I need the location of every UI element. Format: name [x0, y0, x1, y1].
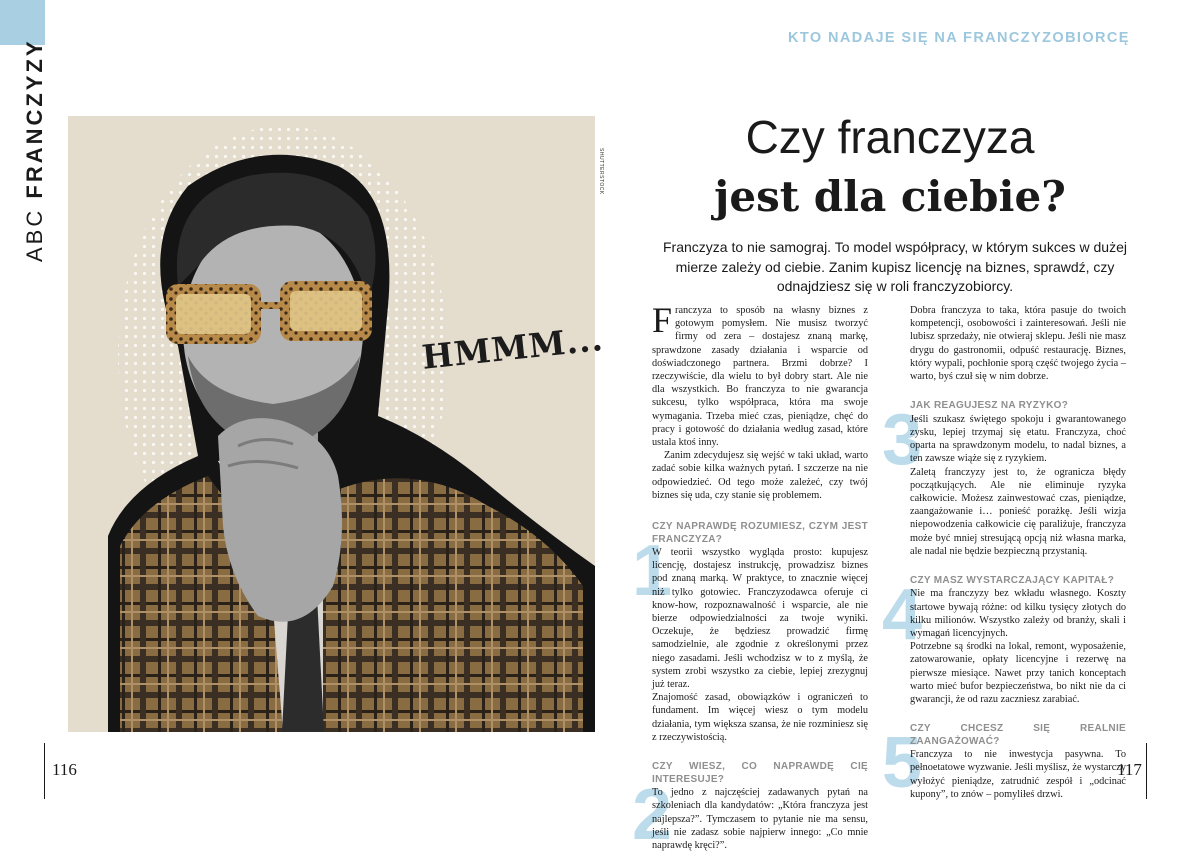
photo-credit: SHUTTERSTOCK: [598, 148, 604, 195]
section-number-1: 1: [632, 531, 673, 612]
section-4-paragraph-1: Nie ma franczyzy bez wkładu własnego. Koszty startowe bywają różne: od kilku tysięcy złotych do kilku milionów. Wszystko zależy od branży, skali i wymagań licencyjnych.: [910, 588, 1126, 640]
page-number-left: 116: [52, 760, 77, 779]
section-3-paragraph-1: Jeśli szukasz świętego spokoju i gwarantowanego zysku, lepiej trzymaj się etatu. Franczyza, choć oparta na sprawdzonym modelu, to nadal biznes, a ten zawsze wiąże się z ryzykiem.: [910, 413, 1126, 465]
page-number-right: 117: [1117, 760, 1142, 779]
section-1-paragraph-2: Znajomość zasad, obowiązków i ograniczeń to fundament. Im więcej wiesz o tym modelu działania, tym większa szansa, że nie rozminiesz się z rzeczywistością.: [652, 692, 868, 743]
section-label-thin: ABC: [22, 207, 47, 262]
drop-cap: F: [652, 300, 673, 340]
section-number-2: 2: [632, 775, 673, 855]
intro-paragraph-2: Zanim zdecydujesz się wejść w taki układ, warto zadać sobie kilka ważnych pytań. I szczerze na nie odpowiedzieć. Od tego może zależeć, czy twój biznes się uda, czy stanie się problemem.: [652, 450, 868, 501]
section-4: [882, 574, 1126, 706]
text-column-2: [882, 304, 1126, 804]
section-2: [632, 761, 868, 855]
section-heading-5: CZY CHCESZ SIĘ REALNIE ZAANGAŻOWAĆ?: [910, 723, 1126, 747]
article-title-line1: Czy franczyza: [745, 111, 1035, 163]
section-label-vertical: [22, 38, 48, 262]
section-heading-4: CZY MASZ WYSTARCZAJĄCY KAPITAŁ?: [910, 574, 1115, 586]
section-5-paragraph-1: Franczyza to nie inwestycja pasywna. To pełnoetatowe wyzwanie. Jeśli myślisz, że wystarczy wyłożyć pieniądze, zatrudnić zespół i „odcinać kupony”, to znów – pomyliłeś drzwi.: [910, 749, 1126, 800]
section-heading-2: CZY WIESZ, CO NAPRAWDĘ CIĘ INTERESUJE?: [652, 761, 868, 785]
hero-photo-collage: [68, 116, 595, 732]
intro-paragraph-1: [652, 300, 868, 449]
section-3-paragraph-2: Zaletą franczyzy jest to, że ogranicza błędy początkujących. Ale nie eliminuje ryzyka całkowicie. Możesz zainwestować czas, pieniądze, zaangażowanie i… ponieść porażkę. Jeśli wizja niepowodzenia całkowicie cię paraliżuje, franczyza może być mniej stresującą opcją niż własna marka, ale nadal nie będzie bezpieczną przystanią.: [910, 466, 1126, 557]
section-3: [882, 400, 1126, 558]
page-rule-left: [44, 743, 45, 799]
section-5: [882, 723, 1126, 804]
section-label-bold: FRANCZYZY: [22, 38, 47, 199]
article-lead: Franczyza to nie samograj. To model współpracy, w którym sukces w dużej mierze zależy od ciebie. Zanim kupisz licencję na biznes, sprawdź, czy odnajdziesz się w roli franczyzobiorcy.: [663, 239, 1127, 294]
section-2-paragraph-1: To jedno z najczęściej zadawanych pytań na szkoleniach dla kandydatów: „Która franczyza jest najlepsza?”. Tymczasem to pytanie nie ma sensu, jeśli nie zadasz sobie najpierw innego: „Co mnie naprawdę kręci?”.: [652, 787, 868, 851]
section-number-4: 4: [882, 574, 923, 655]
hmmm-exclamation: HMMM...: [420, 318, 606, 377]
section-4-paragraph-2: Potrzebne są środki na lokal, remont, wyposażenie, zatowarowanie, opłaty licencyjne i rezerwę na pierwsze miesiące. Nawet przy tanich konceptach warto mieć bufor bezpieczeństwa, bo nikt nie da ci gwarancji, że od razu zaczniesz zarabiać.: [910, 641, 1126, 706]
page-rule-right: [1146, 743, 1147, 799]
section-number-3: 3: [882, 400, 923, 481]
section-heading-3: JAK REAGUJESZ NA RYZYKO?: [910, 400, 1069, 412]
section-number-5: 5: [882, 723, 923, 804]
text-column-1: [632, 300, 868, 855]
section-heading-1: CZY NAPRAWDĘ ROZUMIESZ, CZYM JEST FRANCZYZA?: [652, 521, 868, 545]
intro-text-1: ranczyza to sposób na własny biznes z gotowym pomysłem. Nie musisz tworzyć firmy od zera – dostajesz znaną markę, sprawdzone zasady działania i wsparcie od doświadczonego partnera. Brzmi dobrze? I rzeczywiście, dla wielu to był dobry start. Ale nie dla wszystkich. Bo franczyza to nie gwarancja sukcesu, tylko współpraca, która ma swoje wymagania. Trzeba mieć czas, pieniądze, chęć do pracy i gotowość do działania według zasad, które ustala ktoś inny.: [652, 305, 868, 449]
collage-illustration: [68, 116, 595, 732]
col2-intro-paragraph: Dobra franczyza to taka, która pasuje do twoich kompetencji, osobowości i zainteresowań. Jeśli nie lubisz sprzedaży, nie otwieraj sklepu. Jeśli nie masz drygu do gastronomii, odpuść restaurację. Biznes, który wypali, pochłonie sporą część twojego życia – warto, byś czuł się w nim dobrze.: [910, 305, 1126, 383]
kicker-heading: KTO NADAJE SIĘ NA FRANCZYZOBIORCĘ: [788, 30, 1130, 46]
section-1: [632, 521, 868, 744]
article-title-line2: jest dla ciebie?: [714, 172, 1066, 221]
section-1-paragraph-1: W teorii wszystko wygląda prosto: kupujesz licencję, dostajesz instrukcję, prowadzisz biznes pod znaną marką. W praktyce, to znacznie więcej niż tylko gotowiec. Franczyzodawca oferuje ci know-how, rozpoznawalność i wsparcie, ale nie bierze odpowiedzialności za twoje wyniki. Oczekuje, że będziesz prowadzić firmę samodzielnie, ale zgodnie z określonymi przez niego zasadami. Jeśli wchodzisz w to z myślą, że system zrobi wszystko za ciebie, lepiej zrezygnuj już teraz.: [652, 547, 868, 691]
